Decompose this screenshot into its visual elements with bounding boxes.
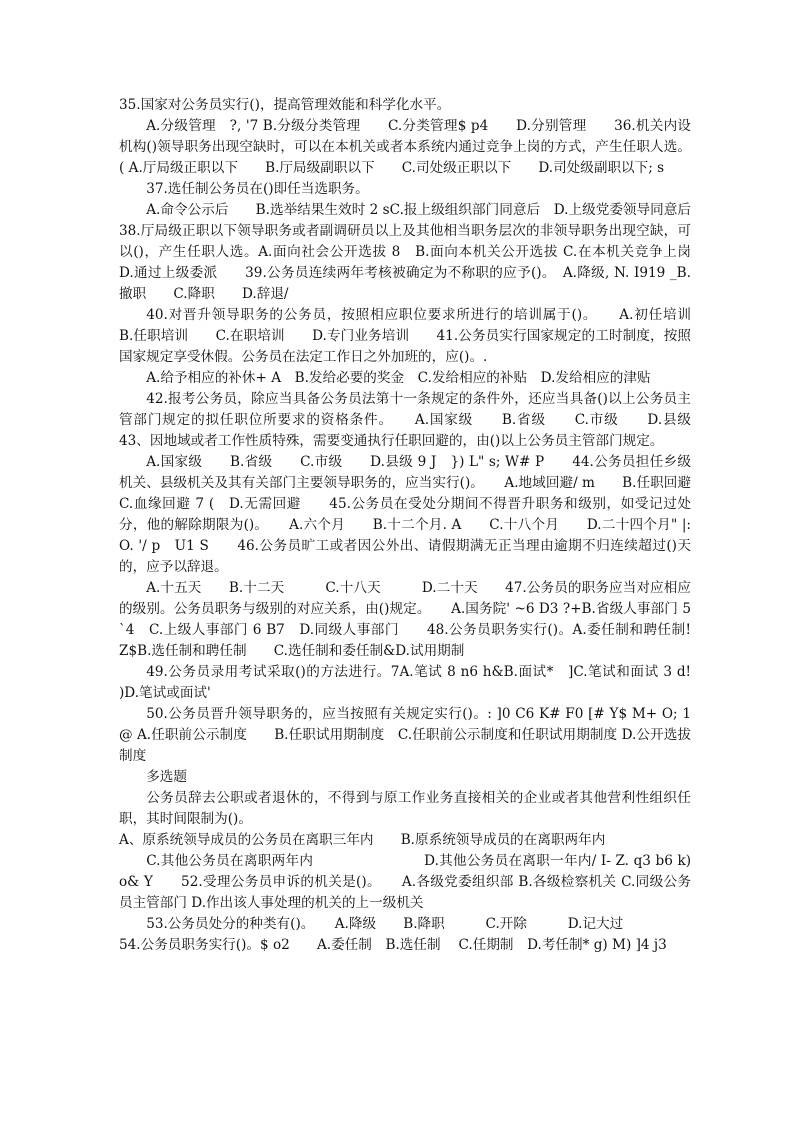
q37-options-q38-q39: A.命令公示后 B.选举结果生效时 2 sC.报上级组织部门同意后 D.上级党委领导同意后 38.厅局级正职以下领导职务或者副调研员以上及其他相当职务层次的非领导职务出现空缺，可以()，产生任职人选。A.面向社会公开选拔 8 B.面向本机关公开选拔 C.在本机关竞争上岗 D.通过上级委派 39.公务员连续两年考核被确定为不称职的应予()。 A.降级, N. I919 _B.撤职 C.降职 D.辞退/: [119, 202, 719, 302]
question-49: 49.公务员录用考试采取()的方法进行。7A.笔试 8 n6 h&B.面试* ]C.笔试和面试 3 d! )D.笔试或面试': [119, 664, 691, 701]
question-37: 37.选任制公务员在()即任当选职务。: [146, 181, 369, 197]
q35-options-and-q36: A.分级管理 ?, '7 B.分级分类管理 C.分类管理$ p4 D.分别管理 36.机关内设机构()领导职务出现空缺时，可以在本机关或者本系统内通过竞争上岗的方式，产生任职人选。( A.厅局级正职以下 B.厅局级副职以下 C.司处级正职以下 D.司处级副职以下; s: [119, 118, 691, 176]
question-54: 54.公务员职务实行()。$ o2 A.委任制 B.选任制 C.任期制 D.考任制* g) M) ]4 j3: [119, 937, 667, 953]
question-42-43: 42.报考公务员，除应当具备公务员法第十一条规定的条件外，还应当具备()以上公务员主管部门规定的拟任职位所要求的资格条件。 A.国家级 B.省级 C.市级 D.县级 43、因地域或者工作性质特殊，需要变通执行任职回避的，由()以上公务员主管部门规定。: [119, 391, 719, 449]
q51-options-ab: A、原系统领导成员的公务员在离职三年内 B.原系统领导成员的在离职两年内: [119, 832, 606, 848]
q43-options-q44-q45-q46: A.国家级 B.省级 C.市级 D.县级 9 J }) L" s; W# P 44.公务员担任乡级机关、县级机关及其有关部门主要领导职务的，应当实行()。 A.地域回避/ m B.任职回避 C.血缘回避 7 ( D.无需回避 45.公务员在受处分期间不得晋升职务和级别，如受记过处分，他的解除期限为()。 A.六个月 B.十二个月. A C.十八个月 D.二十四个月" |: O. '/ p U1 S 46.公务员旷工或者因公外出、请假期满无正当理由逾期不归连续超过()天的，应予以辞退。: [119, 454, 719, 575]
q51-options-cd-q52: C.其他公务员在离职两年内 D.其他公务员在离职一年内/ I- Z. q3 b6 k) o& Y 52.受理公务员申诉的机关是()。 A.各级党委组织部 B.各级检察机关 C.同级公务员主管部门 D.作出该人事处理的机关的上一级机关: [119, 853, 691, 911]
question-50: 50.公务员晋升领导职务的，应当按照有关规定实行()。: ]0 C6 K# F0 [# Y$ M+ O; 1 @ A.任职前公示制度 B.任职试用期制度 C.任职前公示制度和任职试用期制度 D.公开选拔制度: [119, 706, 705, 764]
question-53: 53.公务员处分的种类有()。 A.降级 B.降职 C.开除 D.记大过: [146, 916, 624, 932]
q41-options: A.给予相应的补休+ A B.发给必要的奖金 C.发给相应的补贴 D.发给相应的津贴: [146, 370, 651, 386]
q46-options-q47-q48: A.十五天 B.十二天 C.十八天 D.二十天 47.公务员的职务应当对应相应的级别。公务员职务与级别的对应关系，由()规定。 A.国务院' ~6 D3 ?+B.省级人事部门 5 `4 C.上级人事部门 6 B7 D.同级人事部门 48.公务员职务实行()。A.委任制和聘任制! Z$B.选任制和聘任制 C.选任制和委任制&D.试用期制: [119, 580, 691, 659]
question-51: 公务员辞去公职或者退休的，不得到与原工作业务直接相关的企业或者其他营利性组织任职，其时间限制为()。: [119, 790, 691, 827]
question-40-41: 40.对晋升领导职务的公务员，按照相应职位要求所进行的培训属于()。 A.初任培训 B.任职培训 C.在职培训 D.专门业务培训 41.公务员实行国家规定的工时制度，按照国家规定享受休假。公务员在法定工作日之外加班的，应()。.: [119, 307, 719, 365]
document-page: [119, 95, 719, 956]
section-heading-multiple-choice: 多选题: [146, 769, 187, 785]
question-35: 35.国家对公务员实行()，提高管理效能和科学化水平。: [119, 97, 451, 113]
